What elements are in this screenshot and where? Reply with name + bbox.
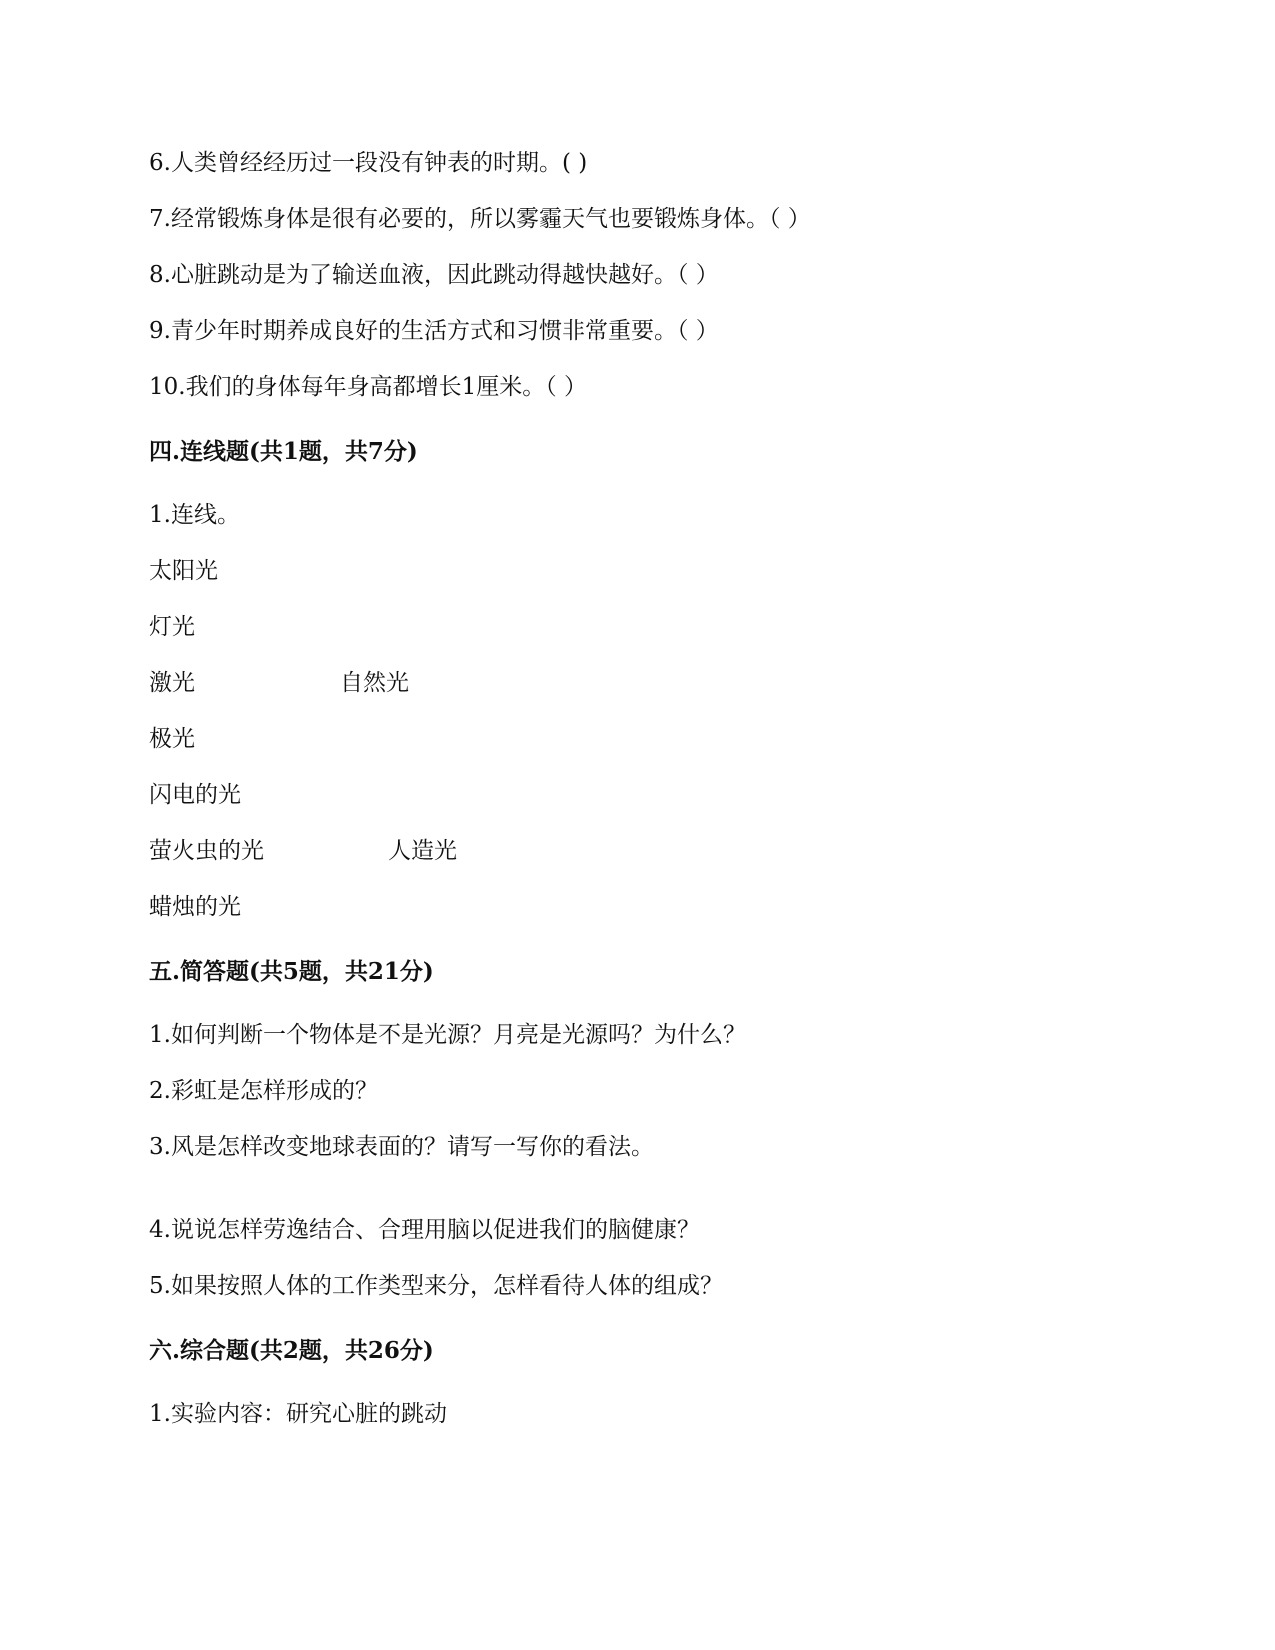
match-left-item: 灯光	[149, 614, 195, 640]
section-heading: 四.连线题(共1题，共7分)	[149, 438, 418, 465]
match-left-item: 萤火虫的光	[149, 838, 264, 864]
question-item: 3.风是怎样改变地球表面的？请写一写你的看法。	[149, 1134, 654, 1160]
question-item: 9.青少年时期养成良好的生活方式和习惯非常重要。（ ）	[149, 318, 719, 344]
match-left-item: 激光	[149, 670, 195, 696]
question-item: 6.人类曾经经历过一段没有钟表的时期。( )	[149, 150, 588, 176]
match-left-item: 蜡烛的光	[149, 894, 241, 920]
question-item: 2.彩虹是怎样形成的？	[149, 1078, 378, 1104]
question-item: 1.如何判断一个物体是不是光源？月亮是光源吗？为什么？	[149, 1022, 746, 1048]
question-item: 10.我们的身体每年身高都增长1厘米。（ ）	[149, 374, 588, 400]
question-item: 1.实验内容：研究心脏的跳动	[149, 1401, 447, 1427]
match-right-item: 人造光	[388, 838, 457, 864]
section-heading: 五.简答题(共5题，共21分)	[149, 958, 434, 985]
question-item: 8.心脏跳动是为了输送血液，因此跳动得越快越好。（ ）	[149, 262, 719, 288]
match-left-item: 闪电的光	[149, 782, 241, 808]
question-item: 7.经常锻炼身体是很有必要的，所以雾霾天气也要锻炼身体。（ ）	[149, 206, 811, 232]
match-left-item: 太阳光	[149, 558, 218, 584]
question-item: 5.如果按照人体的工作类型来分，怎样看待人体的组成？	[149, 1273, 723, 1299]
question-item: 4.说说怎样劳逸结合、合理用脑以促进我们的脑健康？	[149, 1217, 700, 1243]
section-heading: 六.综合题(共2题，共26分)	[149, 1337, 434, 1364]
match-left-item: 极光	[149, 726, 195, 752]
question-item: 1.连线。	[149, 502, 240, 528]
match-right-item: 自然光	[340, 670, 409, 696]
